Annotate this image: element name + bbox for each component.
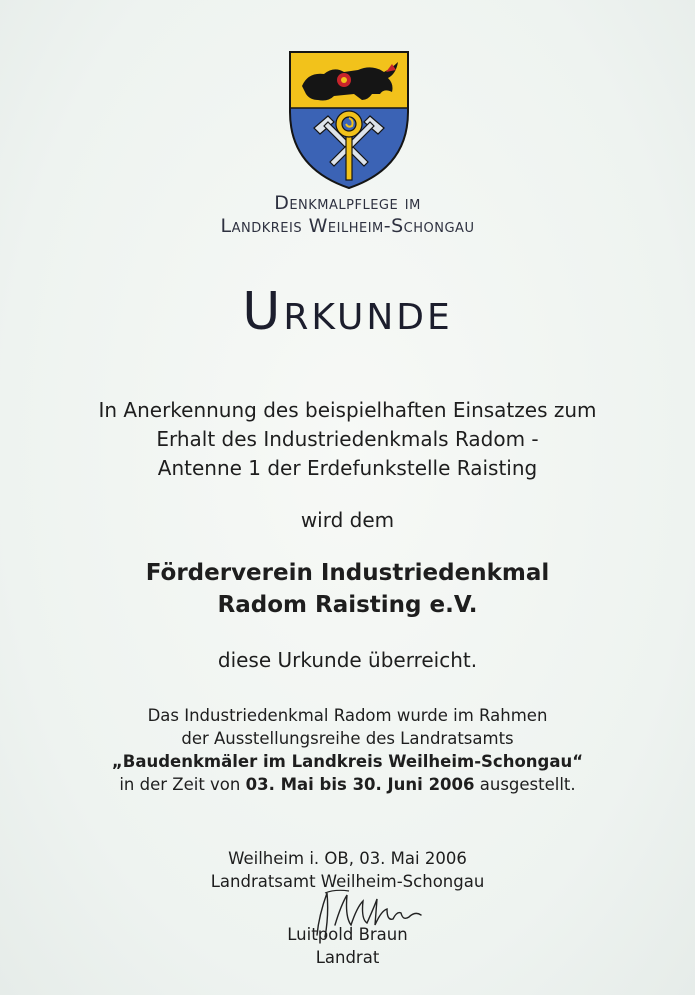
recipient-line-2: Radom Raisting e.V. <box>217 592 478 618</box>
body-line-3: Antenne 1 der Erdefunkstelle Raisting <box>157 456 538 480</box>
signatory-role: Landrat <box>315 948 380 967</box>
certificate-title: Urkunde <box>242 282 453 342</box>
issuing-office: Landratsamt Weilheim-Schongau <box>210 872 485 891</box>
note-line-3: „Baudenkmäler im Landkreis Weilheim-Schongau“ <box>111 752 584 771</box>
note-line-1: Das Industriedenkmal Radom wurde im Rahmen <box>147 706 548 725</box>
exhibition-period: 03. Mai bis 30. Juni 2006 <box>245 775 475 794</box>
place-date: Weilheim i. OB, 03. Mai 2006 <box>228 849 467 868</box>
signatory-name: Luitpold Braun <box>287 925 408 944</box>
note-line-4-pre: in der Zeit von <box>119 775 246 794</box>
body-line-5: diese Urkunde überreicht. <box>217 648 478 672</box>
body-line-2: Erhalt des Industriedenkmals Radom - <box>156 427 539 451</box>
body-line-1: In Anerkennung des beispielhaften Einsatzes zum <box>98 398 597 422</box>
authority-line-1: Denkmalpflege im <box>274 192 421 214</box>
body-line-4: wird dem <box>300 508 395 532</box>
note-line-4-post: ausgestellt. <box>474 775 576 794</box>
authority-line-2: Landkreis Weilheim-Schongau <box>220 215 475 237</box>
note-line-4 <box>0 775 695 794</box>
recipient-line-1: Förderverein Industriedenkmal <box>145 560 550 586</box>
note-line-2: der Ausstellungsreihe des Landratsamts <box>181 729 514 748</box>
coat-of-arms-icon <box>288 50 410 190</box>
